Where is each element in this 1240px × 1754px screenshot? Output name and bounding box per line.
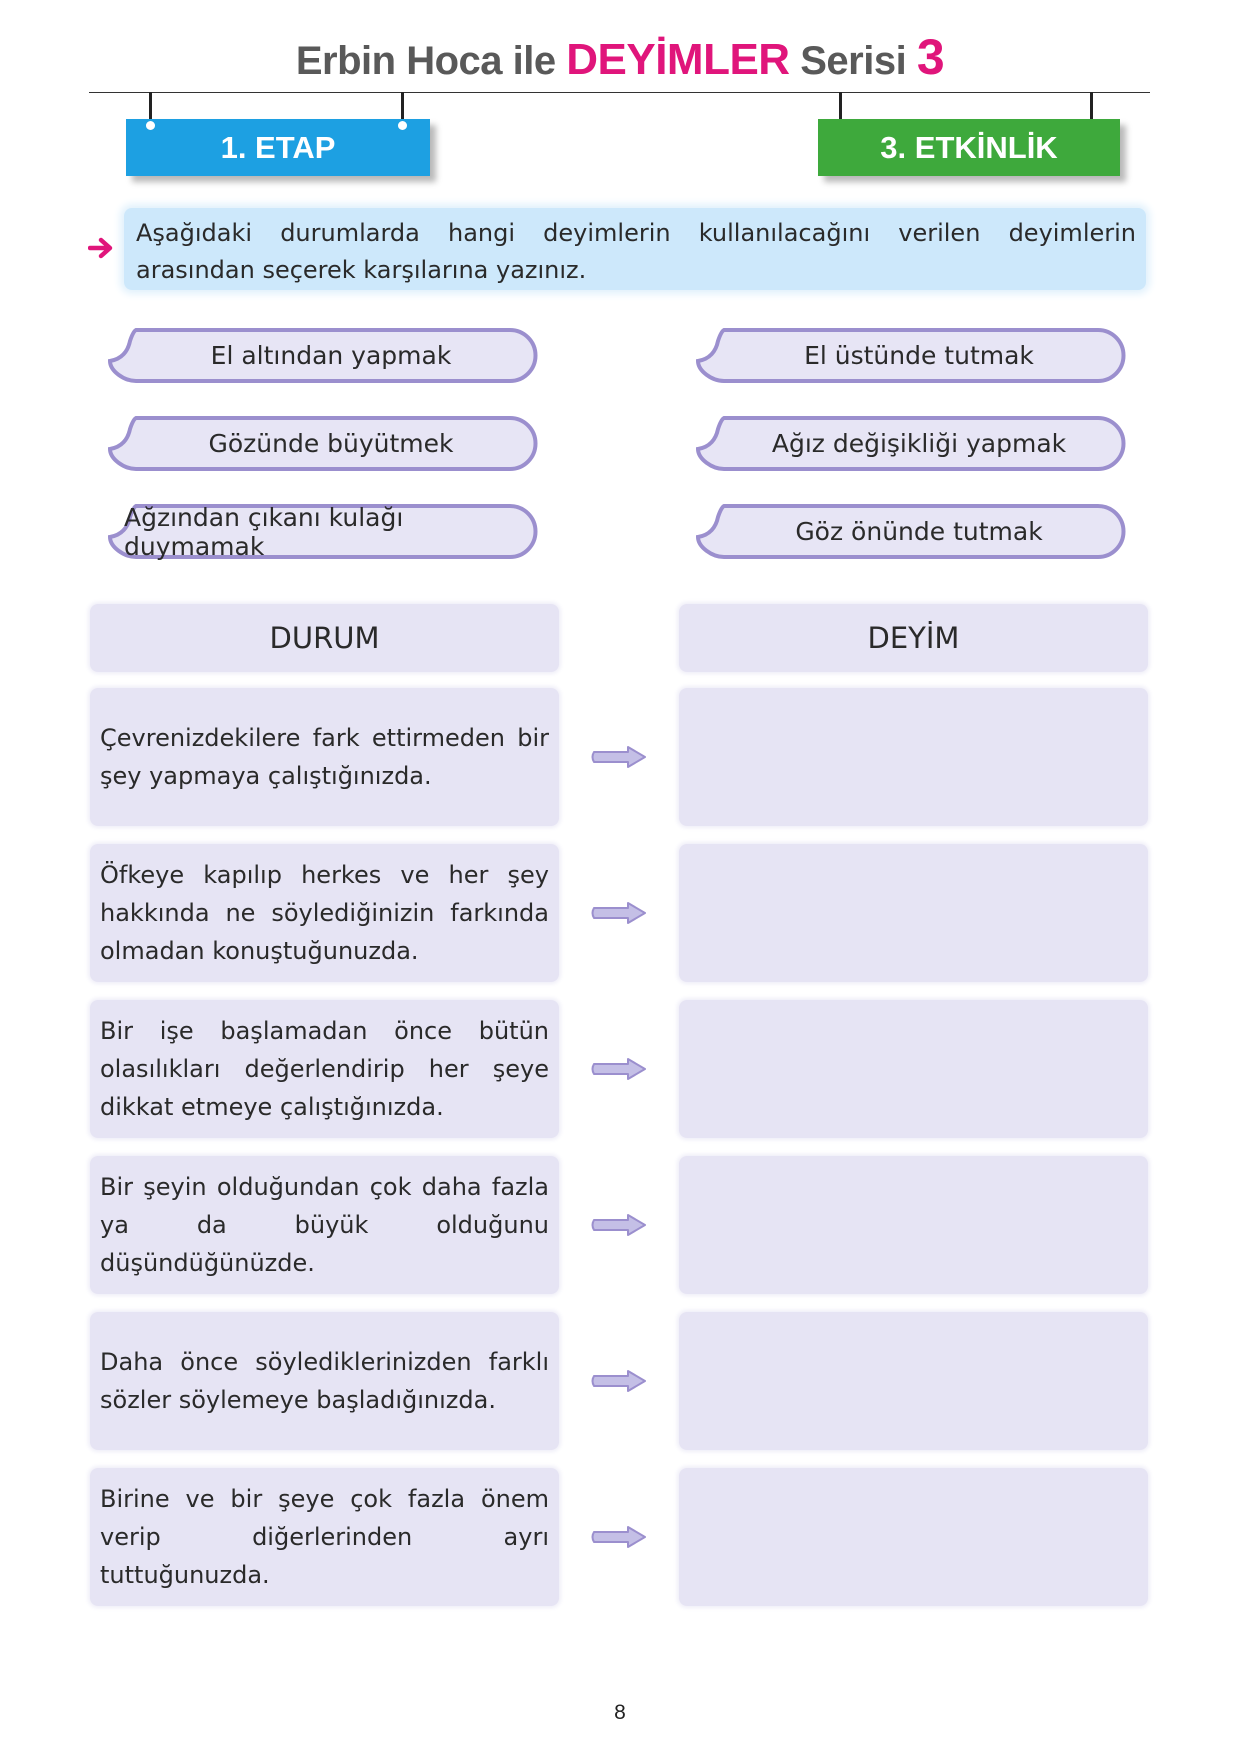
activity-banner [818, 119, 1120, 176]
instruction-box [124, 208, 1146, 290]
arrow-right-icon [590, 1212, 648, 1238]
arrow-right-icon [88, 236, 116, 260]
situation-text: Bir işe başlamadan önce bütün olasılıkları değerlendirip her şeye dikkat etmeye çalıştığınızda. [100, 1017, 549, 1121]
banner-hanger-right [401, 92, 404, 122]
arrow-right-icon [590, 1524, 648, 1550]
situation-text: Çevrenizdekilere fark ettirmeden bir şey yapmaya çalıştığınızda. [100, 724, 549, 790]
situation-cell [90, 1000, 559, 1138]
situation-cell [90, 844, 559, 982]
title-number: 3 [916, 29, 945, 85]
idiom-text: El üstünde tutmak [804, 341, 1034, 370]
page-number: 8 [614, 1701, 626, 1724]
situation-text: Bir şeyin olduğundan çok daha fazla ya da büyük olduğunu düşündüğünüzde. [100, 1173, 549, 1277]
idiom-text: Gözünde büyütmek [208, 429, 454, 458]
idiom-chip [694, 415, 1126, 472]
banner-hanger-right-green [1090, 92, 1093, 122]
title-suffix: Serisi [800, 39, 907, 83]
situation-text: Öfkeye kapılıp herkes ve her şey hakkında ne söylediğinizin farkında olmadan konuştuğunuzda. [100, 861, 549, 965]
answer-field[interactable] [679, 1000, 1148, 1138]
idiom-text: El altından yapmak [210, 341, 452, 370]
stage-banner [126, 119, 430, 176]
answer-field[interactable] [679, 1156, 1148, 1294]
idiom-chip [106, 503, 538, 560]
arrow-right-icon [590, 1368, 648, 1394]
header-rule [89, 92, 1150, 93]
arrow-right-icon [590, 744, 648, 770]
idiom-chip [694, 503, 1126, 560]
arrow-right-icon [590, 900, 648, 926]
activity-label: 3. ETKİNLİK [880, 129, 1058, 165]
answer-field[interactable] [679, 688, 1148, 826]
answer-field[interactable] [679, 844, 1148, 982]
page-title [0, 28, 1240, 86]
idiom-text: Göz önünde tutmak [795, 517, 1043, 546]
banner-hanger-left-green [839, 92, 842, 122]
arrow-right-icon [590, 1056, 648, 1082]
banner-pin-icon [146, 121, 155, 130]
answer-field[interactable] [679, 1468, 1148, 1606]
situation-cell [90, 1468, 559, 1606]
header-idiom [679, 604, 1148, 672]
banner-pin-icon [398, 121, 407, 130]
situation-cell [90, 1312, 559, 1450]
idiom-text: Ağız değişikliği yapmak [771, 429, 1067, 458]
situation-text: Birine ve bir şeye çok fazla önem verip diğerlerinden ayrı tuttuğunuzda. [100, 1485, 549, 1589]
idiom-chip [106, 415, 538, 472]
situation-cell [90, 1156, 559, 1294]
idiom-text: Ağzından çıkanı kulağı duymamak [124, 502, 404, 561]
instruction-text: Aşağıdaki durumlarda hangi deyimlerin kullanılacağını verilen deyimlerin arasından seçerek karşılarına yazınız. [136, 219, 1136, 284]
situation-cell [90, 688, 559, 826]
header-idiom-label: DEYİM [867, 621, 960, 655]
situation-text: Daha önce söylediklerinizden farklı sözler söylemeye başladığınızda. [100, 1348, 549, 1414]
banner-hanger-left [149, 92, 152, 122]
idiom-chip [106, 327, 538, 384]
title-accent: DEYİMLER [566, 35, 790, 84]
header-situation [90, 604, 559, 672]
title-prefix: Erbin Hoca ile [295, 39, 556, 83]
stage-label: 1. ETAP [220, 129, 336, 165]
header-situation-label: DURUM [269, 621, 380, 655]
idiom-chip [694, 327, 1126, 384]
answer-field[interactable] [679, 1312, 1148, 1450]
